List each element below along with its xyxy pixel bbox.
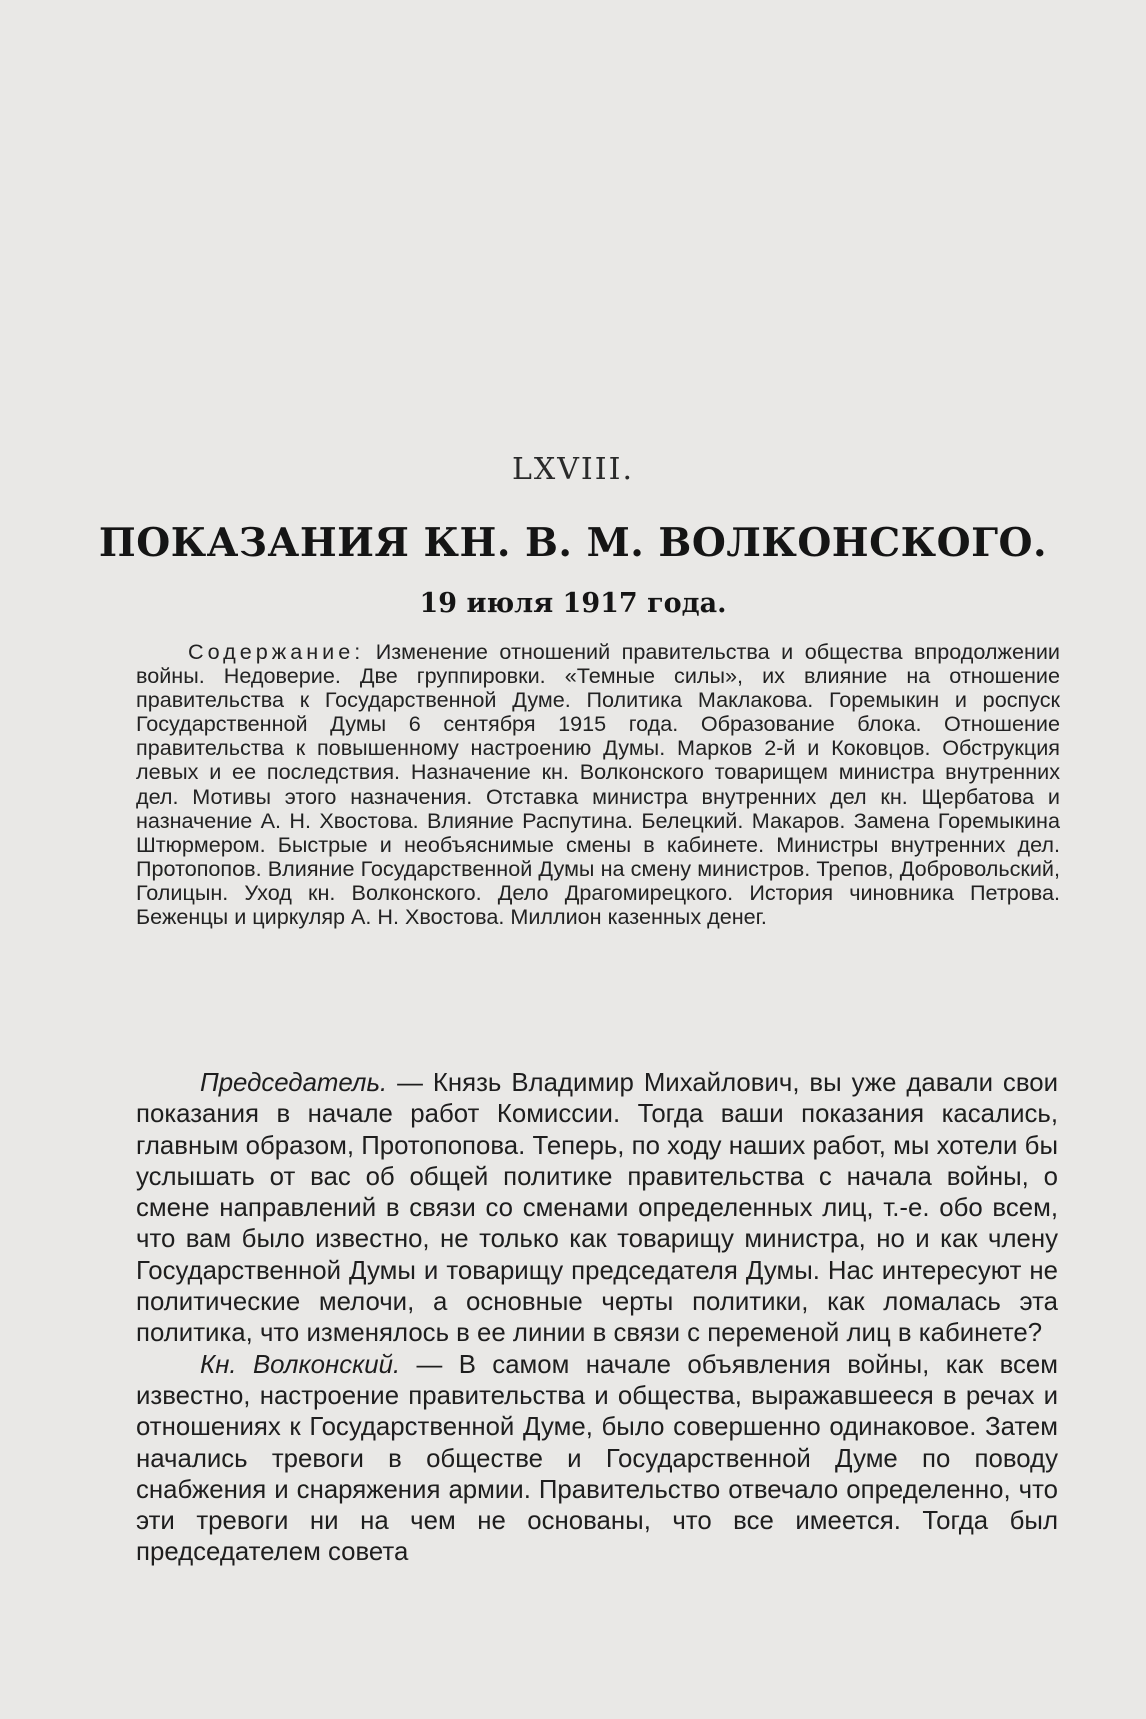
page-title: ПОКАЗАНИЯ КН. В. М. ВОЛКОНСКОГО.: [98, 520, 1048, 566]
speaker-volkonsky: Кн. Волконский.: [200, 1350, 401, 1379]
summary-lead: Содержание:: [188, 639, 365, 664]
paragraph-text: — В самом начале объявления войны, как всем известно, настроение правительства и общества, выражавшееся в речах и отношениях к Государственной Думе, было совершенно одинаковое. Затем начались тревоги в обществе и Государственной Думе по поводу снабжения и снаряжения армии. Правительство отвечало определенно, что эти тревоги ни на чем не основаны, что все имеется. Тогда был председателем совета: [136, 1350, 1058, 1567]
testimony-date: 19 июля 1917 года.: [419, 588, 727, 619]
summary-text: Изменение отношений правительства и общества впродолжении войны. Недоверие. Две группировки. «Темные силы», их влияние на отношение правительства к Государственной Думе. Политика Маклакова. Горемыкин и роспуск Государственной Думы 6 сентября 1915 года. Образование блока. Отношение правительства к повышенному настроению Думы. Марков 2-й и Коковцов. Обструкция левых и ее последствия. Назначение кн. Волконского товарищем министра внутренних дел. Мотивы этого назначения. Отставка министра внутренних дел кн. Щербатова и назначение А. Н. Хвостова. Влияние Распутина. Белецкий. Макаров. Замена Горемыкина Штюрмером. Быстрые и необъяснимые смены в кабинете. Министры внутренних дел. Протопопов. Влияние Государственной Думы на смену министров. Трепов, Добровольский, Голицын. Уход кн. Волконского. Дело Драгомирецкого. История чиновника Петрова. Беженцы и циркуляр А. Н. Хвостова. Миллион казенных денег.: [136, 639, 1060, 930]
contents-summary: [136, 640, 1060, 929]
testimony-body: [136, 1068, 1058, 1569]
speaker-chairman: Председатель.: [200, 1069, 388, 1097]
paragraph-volkonsky: [136, 1350, 1058, 1569]
paragraph-chairman: [136, 1068, 1058, 1350]
paragraph-text: — Князь Владимир Михайлович, вы уже давали свои показания в начале работ Комиссии. Тогда ваши показания касались, главным образом, Протопопова. Теперь, по ходу наших работ, мы хотели бы услышать от вас об общей политике правительства с начала войны, о смене направлений в связи со сменами определенных лиц, т.-е. обо всем, что вам было известно, не только как товарищу министра, но и как члену Государственной Думы и товарищу председателя Думы. Нас интересуют не политические мелочи, а основные черты политики, как ломалась эта политика, что изменялось в ее линии в связи с переменой лиц в кабинете?: [136, 1069, 1058, 1348]
chapter-number: LXVIII.: [511, 452, 635, 487]
